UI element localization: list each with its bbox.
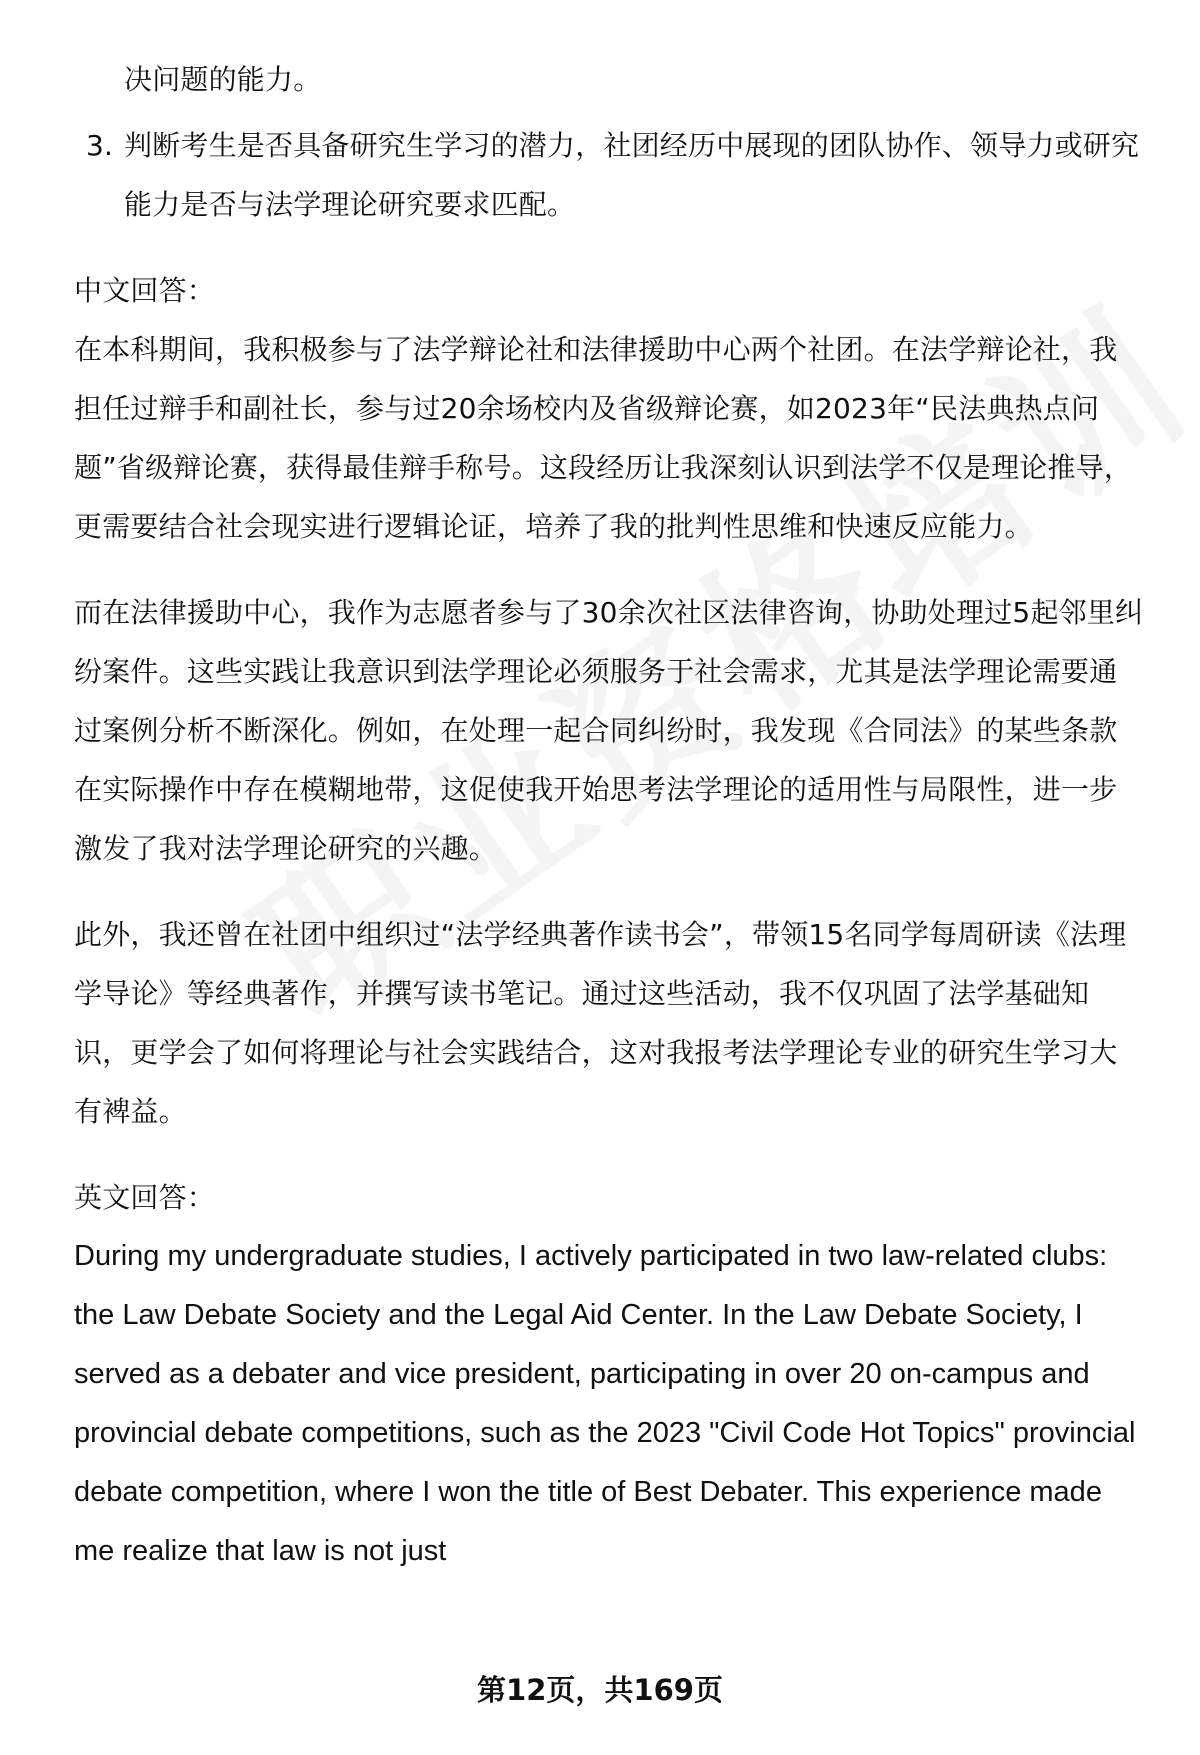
chinese-paragraph-3: 此外，我还曾在社团中组织过“法学经典著作读书会”，带领15名同学每周研读《法理学导论》等经典著作，并撰写读书笔记。通过这些活动，我不仅巩固了法学基础知识，更学会了如何将理论与社会实践结合，这对我报考法学理论专业的研究生学习大有裨益。 [74, 918, 1127, 1128]
english-answer-heading: 英文回答： [74, 1181, 216, 1214]
list-item-text: 判断考生是否具备研究生学习的潜力，社团经历中展现的团队协作、领导力或研究能力是否与法学理论研究要求匹配。 [124, 129, 1140, 221]
chinese-paragraph-1: 在本科期间，我积极参与了法学辩论社和法律援助中心两个社团。在法学辩论社，我担任过辩手和副社长，参与过20余场校内及省级辩论赛，如2023年“民法典热点问题”省级辩论赛，获得最佳辩手称号。这段经历让我深刻认识到法学不仅是理论推导，更需要结合社会现实进行逻辑论证，培养了我的批判性思维和快速反应能力。 [74, 333, 1133, 543]
chinese-paragraph-2: 而在法律援助中心，我作为志愿者参与了30余次社区法律咨询，协助处理过5起邻里纠纷案件。这些实践让我意识到法学理论必须服务于社会需求，尤其是法学理论需要通过案例分析不断深化。例如，在处理一起合同纠纷时，我发现《合同法》的某些条款在实际操作中存在模糊地带，这促使我开始思考法学理论的适用性与局限性，进一步激发了我对法学理论研究的兴趣。 [74, 596, 1144, 865]
chinese-answer-heading: 中文回答： [74, 274, 216, 307]
list-item-3 [74, 116, 1144, 234]
english-paragraph: During my undergraduate studies, I actively participated in two law-related clubs: the Law Debate Society and the Legal Aid Center. In the Law Debate Society, I served as a debater and vice president, participating in over 20 on-campus and provincial debate competitions, such as the 2023 "Civil Code Hot Topics" provincial debate competition, where I won the title of Best Debater. This experience made me realize that law is not just [74, 1240, 1136, 1567]
list-item-continuation: 决问题的能力。 [124, 63, 322, 96]
page-content [74, 50, 1144, 1581]
list-number: 3. [86, 129, 114, 162]
page-number-footer: 第12页，共169页 [477, 1673, 723, 1707]
